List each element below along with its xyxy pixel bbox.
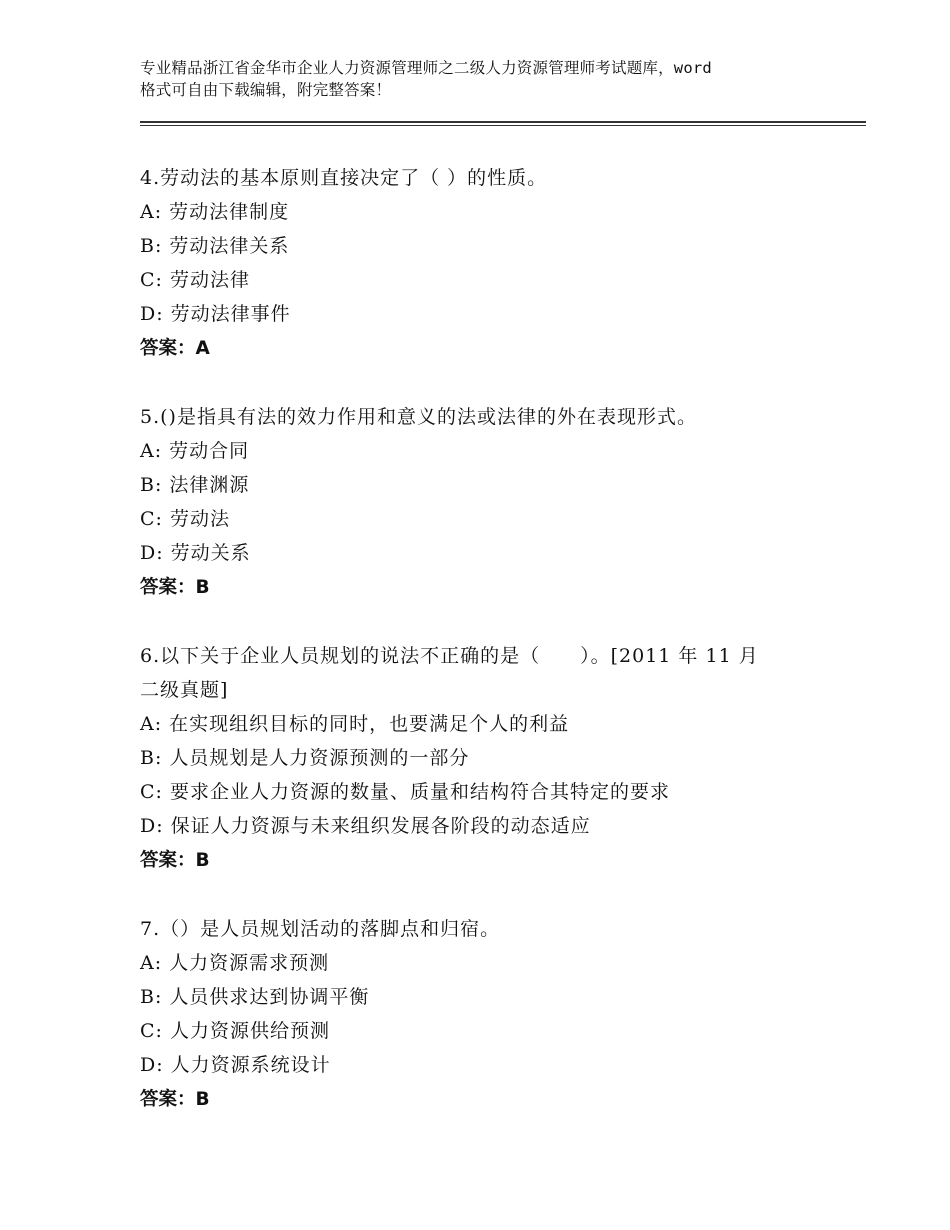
header-divider-thick	[140, 121, 866, 123]
answer-label: 答案：B	[140, 1089, 210, 1110]
question-stem: 4.劳动法的基本原则直接决定了（ ）的性质。	[140, 167, 548, 189]
option-b: B: 法律渊源	[140, 474, 250, 496]
option-d: D: 人力资源系统设计	[140, 1054, 331, 1076]
option-a: A: 人力资源需求预测	[140, 952, 330, 974]
question-stem: 7.（）是人员规划活动的落脚点和归宿。	[140, 918, 501, 940]
question-5	[140, 400, 820, 606]
option-a: A: 劳动合同	[140, 440, 250, 462]
option-c: C: 劳动法律	[140, 269, 250, 291]
option-d: D: 劳动关系	[140, 542, 251, 564]
document-header	[140, 57, 840, 101]
question-stem: 5.()是指具有法的效力作用和意义的法或法律的外在表现形式。	[140, 406, 697, 428]
option-b: B: 人员规划是人力资源预测的一部分	[140, 747, 470, 769]
question-stem-line-2: 二级真题]	[140, 679, 229, 701]
option-a: A: 在实现组织目标的同时，也要满足个人的利益	[140, 713, 570, 735]
question-stem-line-1: 6.以下关于企业人员规划的说法不正确的是（ ）。[2011 年 11 月	[140, 645, 759, 667]
option-b: B: 劳动法律关系	[140, 235, 290, 257]
option-b: B: 人员供求达到协调平衡	[140, 986, 370, 1008]
option-d: D: 保证人力资源与未来组织发展各阶段的动态适应	[140, 815, 591, 837]
option-a: A: 劳动法律制度	[140, 201, 290, 223]
question-4	[140, 161, 820, 367]
question-7	[140, 912, 820, 1118]
header-divider-thin	[140, 125, 866, 126]
answer-label: 答案：B	[140, 577, 210, 598]
option-c: C: 要求企业人力资源的数量、质量和结构符合其特定的要求	[140, 781, 670, 803]
option-c: C: 劳动法	[140, 508, 230, 530]
answer-label: 答案：A	[140, 338, 210, 359]
option-c: C: 人力资源供给预测	[140, 1020, 330, 1042]
answer-label: 答案：B	[140, 850, 210, 871]
option-d: D: 劳动法律事件	[140, 303, 291, 325]
question-6	[140, 639, 820, 879]
header-line-1: 专业精品浙江省金华市企业人力资源管理师之二级人力资源管理师考试题库，word	[140, 59, 712, 77]
header-line-2: 格式可自由下载编辑，附完整答案！	[140, 81, 392, 99]
